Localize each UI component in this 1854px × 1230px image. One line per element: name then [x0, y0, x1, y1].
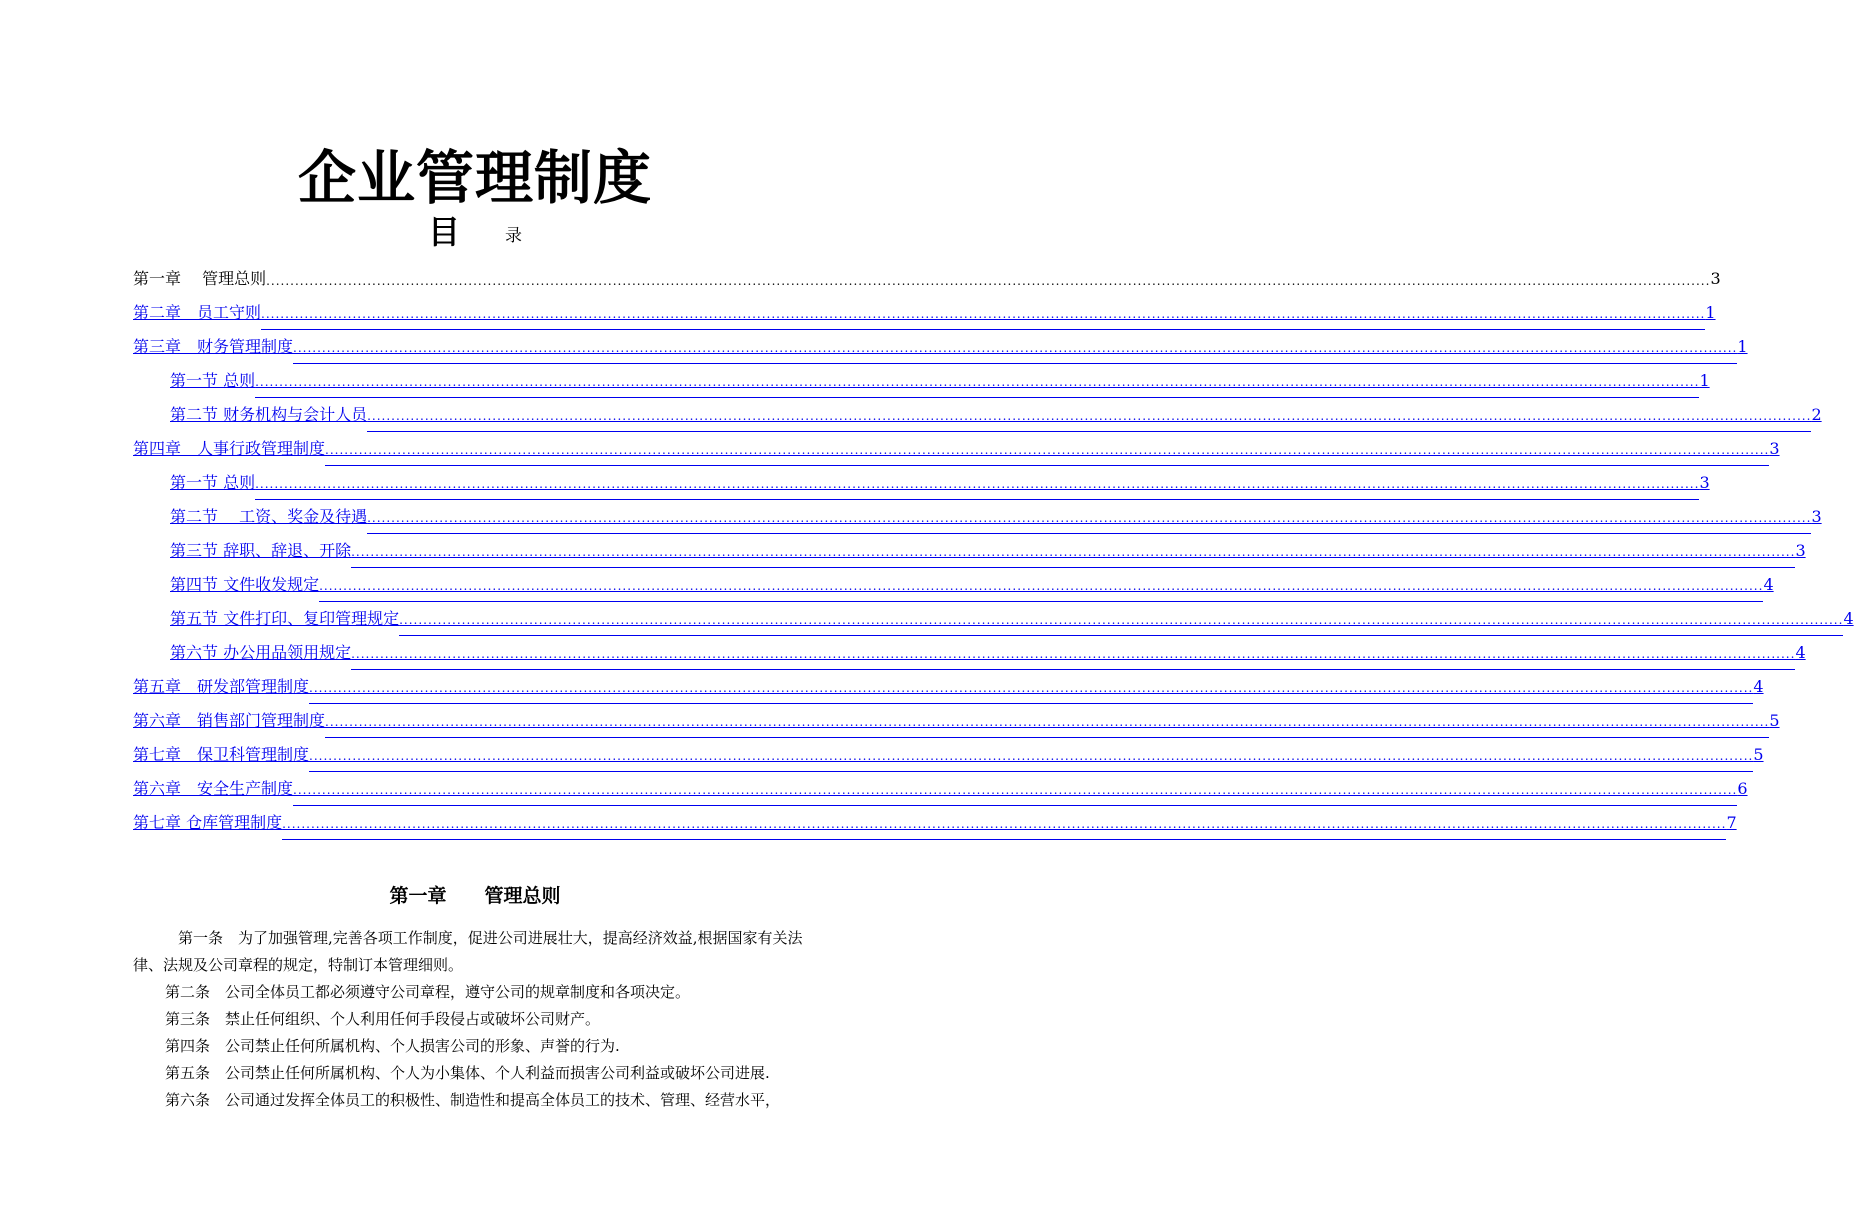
toc-entry-label: 第一章 管理总则 — [133, 269, 267, 288]
toc-page-number: 1 — [1737, 337, 1748, 356]
toc-entry[interactable] — [133, 602, 1854, 636]
toc-entry[interactable] — [133, 806, 1737, 840]
table-of-contents — [133, 262, 1854, 840]
toc-dot-leader: ............................................................................................................................................................................................................................................................................................................ — [293, 775, 1737, 806]
toc-entry-label: 第四章 人事行政管理制度 — [133, 439, 326, 458]
toc-dot-leader: ............................................................................................................................................................................................................................................................................................................ — [351, 639, 1795, 670]
toc-entry[interactable] — [133, 772, 1748, 806]
toc-entry[interactable] — [133, 330, 1748, 364]
toc-entry-label: 第二节 财务机构与会计人员 — [170, 405, 368, 424]
article-3: 第三条 禁止任何组织、个人利用任何手段侵占或破坏公司财产。 — [165, 1010, 601, 1028]
chapter-body — [133, 925, 819, 1114]
toc-page-number: 6 — [1737, 779, 1748, 798]
toc-page-number: 3 — [1710, 269, 1721, 288]
toc-entry[interactable] — [133, 296, 1716, 330]
toc-entry[interactable] — [133, 432, 1780, 466]
toc-entry-label: 第六节 办公用品领用规定 — [170, 643, 352, 662]
toc-entry-label: 第七章 仓库管理制度 — [133, 813, 283, 832]
toc-page-number: 4 — [1795, 643, 1806, 662]
toc-entry-label: 第六章 安全生产制度 — [133, 779, 294, 798]
article-5: 第五条 公司禁止任何所属机构、个人为小集体、个人利益而损害公司利益或破坏公司进展. — [165, 1064, 770, 1082]
toc-dot-leader: ............................................................................................................................................................................................................................................................................................................ — [325, 707, 1769, 738]
toc-page-number: 2 — [1811, 405, 1822, 424]
toc-dot-leader: ............................................................................................................................................................................................................................................................................................................ — [325, 435, 1769, 466]
toc-dot-leader: ............................................................................................................................................................................................................................................................................................................ — [266, 274, 1711, 288]
toc-entry-label: 第一节 总则 — [170, 371, 256, 390]
toc-entry — [133, 262, 1721, 296]
toc-dot-leader: ............................................................................................................................................................................................................................................................................................................ — [309, 673, 1753, 704]
article-6: 第六条 公司通过发挥全体员工的积极性、制造性和提高全体员工的技术、管理、经营水平， — [165, 1091, 781, 1109]
toc-entry-label: 第五节 文件打印、复印管理规定 — [170, 609, 400, 628]
toc-page-number: 7 — [1726, 813, 1737, 832]
toc-dot-leader: ............................................................................................................................................................................................................................................................................................................ — [255, 367, 1699, 398]
toc-entry-label: 第五章 研发部管理制度 — [133, 677, 310, 696]
toc-page-number: 1 — [1699, 371, 1710, 390]
toc-page-number: 3 — [1699, 473, 1710, 492]
toc-entry-label: 第六章 销售部门管理制度 — [133, 711, 326, 730]
toc-page-number: 5 — [1753, 745, 1764, 764]
toc-entry-label: 第三章 财务管理制度 — [133, 337, 294, 356]
toc-heading-mu: 目 — [428, 213, 461, 251]
toc-entry[interactable] — [133, 670, 1764, 704]
toc-dot-leader: ............................................................................................................................................................................................................................................................................................................ — [293, 333, 1737, 364]
toc-entry[interactable] — [133, 466, 1710, 500]
toc-dot-leader: ............................................................................................................................................................................................................................................................................................................ — [261, 299, 1705, 330]
toc-entry[interactable] — [133, 738, 1764, 772]
article-1: 第一条 为了加强管理,完善各项工作制度，促进公司进展壮大，提高经济效益,根据国家有关法律、法规及公司章程的规定，特制订本管理细则。 — [133, 929, 803, 974]
toc-dot-leader: ............................................................................................................................................................................................................................................................................................................ — [399, 605, 1843, 636]
toc-dot-leader: ............................................................................................................................................................................................................................................................................................................ — [309, 741, 1753, 772]
toc-entry[interactable] — [133, 534, 1806, 568]
toc-dot-leader: ............................................................................................................................................................................................................................................................................................................ — [255, 469, 1699, 500]
toc-entry[interactable] — [133, 398, 1822, 432]
document-title: 企业管理制度 — [297, 144, 652, 212]
toc-entry-label: 第二节 工资、奖金及待遇 — [170, 507, 368, 526]
toc-page-number: 3 — [1811, 507, 1822, 526]
toc-dot-leader: ............................................................................................................................................................................................................................................................................................................ — [319, 571, 1763, 602]
toc-entry-label: 第二章 员工守则 — [133, 303, 262, 322]
toc-heading — [0, 210, 950, 254]
toc-entry-label: 第七章 保卫科管理制度 — [133, 745, 310, 764]
toc-page-number: 4 — [1843, 609, 1854, 628]
toc-entry[interactable] — [133, 568, 1774, 602]
toc-page-number: 5 — [1769, 711, 1780, 730]
toc-entry-label: 第四节 文件收发规定 — [170, 575, 320, 594]
toc-heading-lu: 录 — [505, 226, 522, 246]
toc-dot-leader: ............................................................................................................................................................................................................................................................................................................ — [367, 401, 1811, 432]
article-2: 第二条 公司全体员工都必须遵守公司章程，遵守公司的规章制度和各项决定。 — [165, 983, 691, 1001]
toc-dot-leader: ............................................................................................................................................................................................................................................................................................................ — [282, 809, 1726, 840]
toc-entry[interactable] — [133, 364, 1710, 398]
toc-entry[interactable] — [133, 500, 1822, 534]
toc-dot-leader: ............................................................................................................................................................................................................................................................................................................ — [367, 503, 1811, 534]
chapter-title: 第一章 管理总则 — [389, 885, 561, 907]
toc-page-number: 1 — [1705, 303, 1716, 322]
toc-entry-label: 第三节 辞职、辞退、开除 — [170, 541, 352, 560]
toc-dot-leader: ............................................................................................................................................................................................................................................................................................................ — [351, 537, 1795, 568]
article-4: 第四条 公司禁止任何所属机构、个人损害公司的形象、声誉的行为. — [165, 1037, 620, 1055]
toc-entry-label: 第一节 总则 — [170, 473, 256, 492]
toc-page-number: 3 — [1795, 541, 1806, 560]
toc-page-number: 4 — [1763, 575, 1774, 594]
toc-page-number: 3 — [1769, 439, 1780, 458]
toc-page-number: 4 — [1753, 677, 1764, 696]
toc-entry[interactable] — [133, 636, 1806, 670]
toc-entry[interactable] — [133, 704, 1780, 738]
